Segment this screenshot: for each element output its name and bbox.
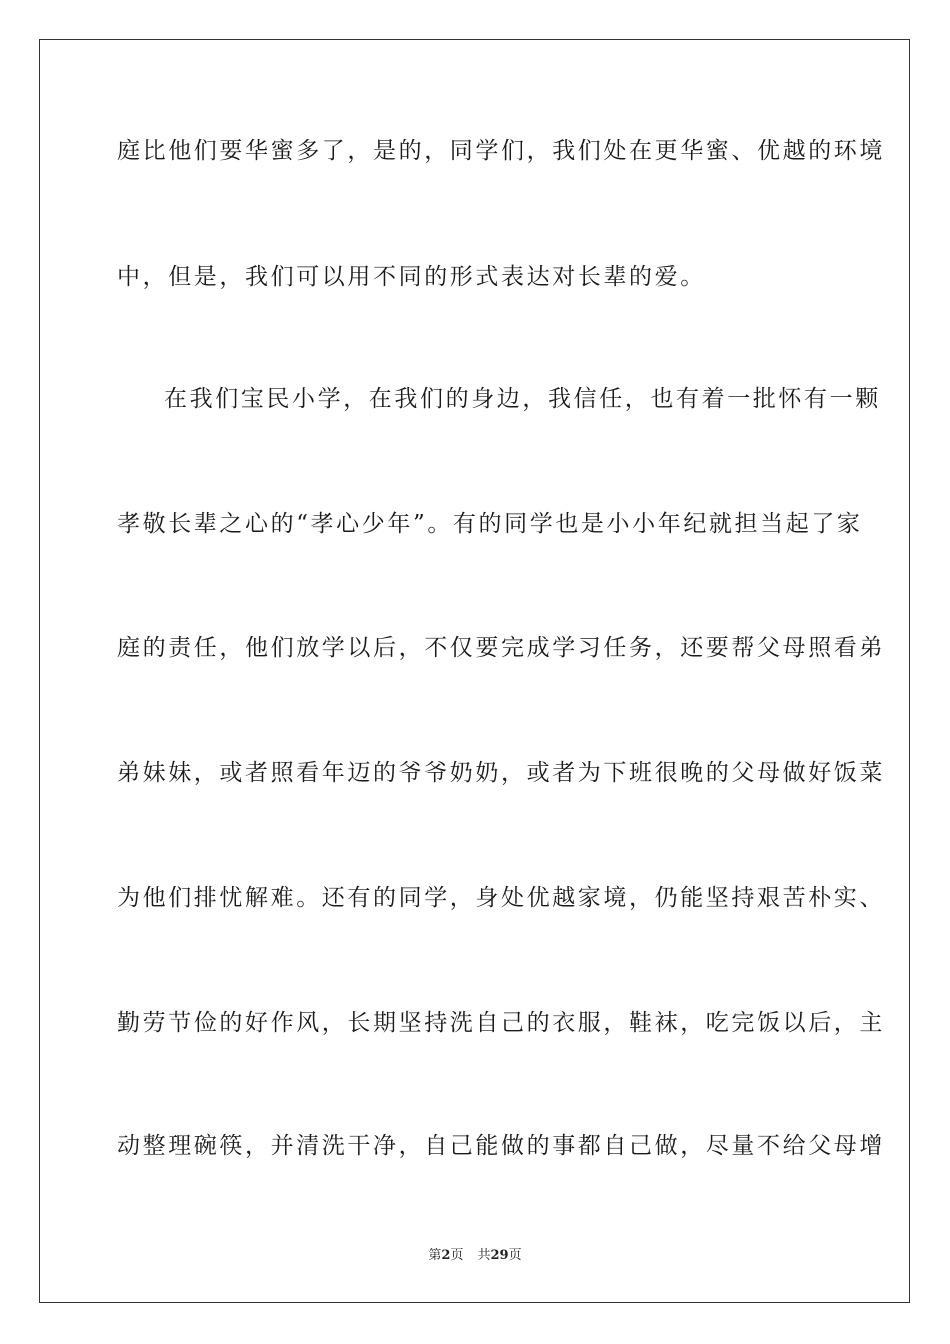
paragraph-line-8: 勤劳节俭的好作风，长期坚持洗自己的衣服，鞋袜，吃完饭以后，主	[117, 1010, 885, 1036]
footer-page-number: 2	[441, 1248, 451, 1263]
footer-total-suffix: 页	[508, 1248, 522, 1263]
paragraph-line-3: 在我们宝民小学，在我们的身边，我信任，也有着一批怀有一颗	[164, 386, 881, 412]
page-footer	[0, 1247, 950, 1265]
paragraph-line-2: 中，但是，我们可以用不同的形式表达对长辈的爱。	[117, 264, 706, 290]
page-border	[39, 39, 910, 1303]
footer-page-prefix: 第	[428, 1248, 442, 1263]
paragraph-line-7: 为他们排忧解难。还有的同学，身处优越家境，仍能坚持艰苦朴实、	[117, 885, 885, 911]
footer-page-suffix: 页	[450, 1248, 464, 1263]
paragraph-line-5: 庭的责任，他们放学以后，不仅要完成学习任务，还要帮父母照看弟	[117, 635, 885, 661]
paragraph-line-1: 庭比他们要华蜜多了，是的，同学们，我们处在更华蜜、优越的环境	[117, 138, 885, 164]
paragraph-line-4: 孝敬长辈之心的“孝心少年”。有的同学也是小小年纪就担当起了家	[117, 511, 863, 537]
footer-total-prefix: 共	[477, 1248, 491, 1263]
footer-total-pages: 29	[490, 1248, 509, 1263]
paragraph-line-6: 弟妹妹，或者照看年迈的爷爷奶奶，或者为下班很晚的父母做好饭菜	[117, 760, 885, 786]
paragraph-line-9: 动整理碗筷，并清洗干净，自己能做的事都自己做，尽量不给父母增	[117, 1133, 885, 1159]
